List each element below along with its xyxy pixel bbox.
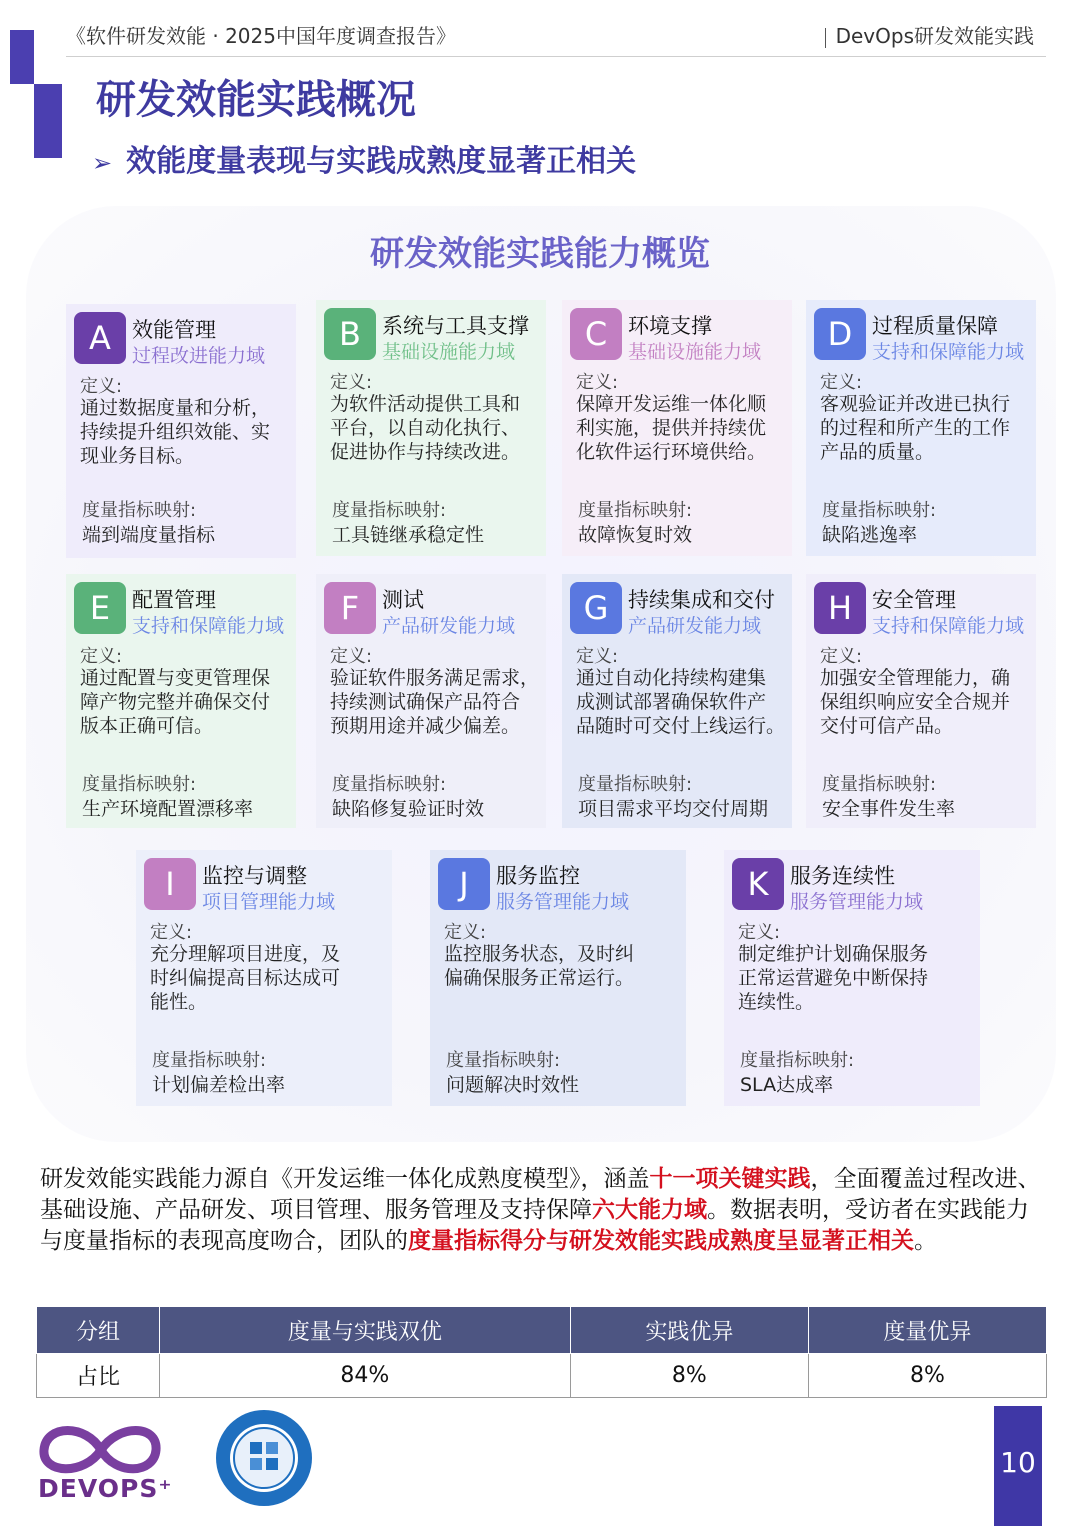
card-letter-badge: H — [814, 582, 866, 634]
card-letter-badge: K — [732, 858, 784, 910]
practice-card — [66, 304, 296, 558]
card-metric: 安全事件发生率 — [822, 798, 956, 820]
card-letter-badge: F — [324, 582, 376, 634]
card-definition: 为软件活动提供工具和 平台，以自动化执行、 促进协作与持续改进。 — [330, 393, 521, 463]
card-definition-label: 定义: — [576, 372, 619, 393]
card-definition-label: 定义: — [150, 922, 193, 943]
practice-card — [316, 574, 546, 828]
card-title: 监控与调整 — [202, 864, 307, 888]
card-letter-badge: I — [144, 858, 196, 910]
table-cell: 占比 — [37, 1354, 160, 1398]
practice-card — [562, 574, 792, 828]
table-cell: 8% — [808, 1354, 1046, 1398]
table-cell: 84% — [160, 1354, 571, 1398]
card-domain: 过程改进能力域 — [132, 345, 266, 367]
card-domain: 支持和保障能力域 — [872, 341, 1025, 363]
card-title: 服务连续性 — [790, 864, 895, 888]
card-metric-label: 度量指标映射: — [446, 1050, 561, 1071]
card-letter-badge: E — [74, 582, 126, 634]
card-metric: 缺陷逃逸率 — [822, 524, 918, 546]
card-definition: 充分理解项目进度，及 时纠偏提高目标达成可 能性。 — [150, 943, 341, 1013]
paragraph-text: 。 — [914, 1228, 937, 1254]
card-domain: 支持和保障能力域 — [132, 615, 285, 637]
card-definition-label: 定义: — [330, 646, 373, 667]
card-definition: 通过数据度量和分析， 持续提升组织效能、实 现业务目标。 — [80, 397, 271, 467]
card-letter-badge: G — [570, 582, 622, 634]
arrow-icon: ➢ — [92, 149, 113, 177]
card-domain: 产品研发能力域 — [382, 615, 516, 637]
card-definition-label: 定义: — [738, 922, 781, 943]
card-title: 过程质量保障 — [872, 314, 998, 338]
seal-logo — [214, 1408, 314, 1508]
card-definition-label: 定义: — [820, 646, 863, 667]
card-metric-label: 度量指标映射: — [578, 500, 693, 521]
page-title: 研发效能实践概况 — [96, 77, 416, 123]
card-domain: 服务管理能力域 — [790, 891, 924, 913]
practice-card — [806, 574, 1036, 828]
card-definition: 保障开发运维一体化顺 利实施，提供并持续优 化软件运行环境供给。 — [576, 393, 767, 463]
card-metric: 工具链继承稳定性 — [332, 524, 485, 546]
card-definition-label: 定义: — [80, 376, 123, 397]
highlight-text: 六大能力域 — [592, 1197, 707, 1223]
table-header-cell: 度量与实践双优 — [160, 1307, 571, 1354]
card-domain: 基础设施能力域 — [628, 341, 762, 363]
card-metric-label: 度量指标映射: — [822, 500, 937, 521]
card-definition: 客观验证并改进已执行 的过程和所产生的工作 产品的质量。 — [820, 393, 1011, 463]
card-metric: SLA达成率 — [740, 1074, 834, 1096]
card-definition-label: 定义: — [330, 372, 373, 393]
card-title: 配置管理 — [132, 588, 216, 612]
subtitle-text: 效能度量表现与实践成熟度显著正相关 — [126, 144, 637, 179]
table-header-cell: 分组 — [37, 1307, 160, 1354]
card-letter-badge: D — [814, 308, 866, 360]
table-cell: 8% — [570, 1354, 808, 1398]
card-letter-badge: B — [324, 308, 376, 360]
card-metric: 问题解决时效性 — [446, 1074, 580, 1096]
card-metric-label: 度量指标映射: — [332, 774, 447, 795]
card-domain: 项目管理能力域 — [202, 891, 336, 913]
card-definition-label: 定义: — [820, 372, 863, 393]
paragraph-text: ，全面覆盖过程改进、基础设施、产品研发、项目管理、服务管理及支持保障 — [40, 1166, 1041, 1223]
card-letter-badge: J — [438, 858, 490, 910]
card-metric: 项目需求平均交付周期 — [578, 798, 769, 820]
card-definition-label: 定义: — [576, 646, 619, 667]
card-metric-label: 度量指标映射: — [82, 500, 197, 521]
paragraph-text: 。数据表明，受访者在实践能力与度量指标的表现高度吻合，团队的 — [40, 1197, 1029, 1254]
card-title: 效能管理 — [132, 318, 216, 342]
table-row — [37, 1354, 1047, 1398]
header-divider — [66, 56, 1046, 57]
card-title: 持续集成和交付 — [628, 588, 775, 612]
card-metric-label: 度量指标映射: — [822, 774, 937, 795]
page-subtitle — [92, 136, 636, 180]
stats-table — [36, 1306, 1047, 1398]
header-separator — [825, 28, 826, 48]
summary-paragraph — [40, 1164, 1050, 1257]
card-domain: 支持和保障能力域 — [872, 615, 1025, 637]
card-definition: 通过配置与变更管理保 障产物完整并确保交付 版本正确可信。 — [80, 667, 271, 737]
card-definition: 验证软件服务满足需求， 持续测试确保产品符合 预期用途并减少偏差。 — [330, 667, 540, 737]
header-decoration — [34, 84, 62, 158]
card-title: 环境支撑 — [628, 314, 712, 338]
card-domain: 产品研发能力域 — [628, 615, 762, 637]
card-metric: 故障恢复时效 — [578, 524, 693, 546]
card-metric-label: 度量指标映射: — [82, 774, 197, 795]
card-domain: 基础设施能力域 — [382, 341, 516, 363]
table-header-cell: 实践优异 — [570, 1307, 808, 1354]
card-title: 系统与工具支撑 — [382, 314, 529, 338]
practice-card — [136, 850, 392, 1106]
practice-card — [66, 574, 296, 828]
panel-title: 研发效能实践能力概览 — [370, 234, 710, 274]
practice-card — [562, 300, 792, 556]
card-metric: 端到端度量指标 — [82, 524, 216, 546]
card-metric: 生产环境配置漂移率 — [82, 798, 254, 820]
section-label-text: DevOps研发效能实践 — [835, 24, 1034, 48]
highlight-text: 十一项关键实践 — [649, 1166, 811, 1192]
practice-card — [430, 850, 686, 1106]
card-definition: 通过自动化持续构建集 成测试部署确保软件产 品随时可交付上线运行。 — [576, 667, 786, 737]
devops-logo — [36, 1412, 173, 1512]
card-metric: 缺陷修复验证时效 — [332, 798, 485, 820]
card-definition-label: 定义: — [444, 922, 487, 943]
card-domain: 服务管理能力域 — [496, 891, 630, 913]
practice-card — [316, 300, 546, 556]
card-metric: 计划偏差检出率 — [152, 1074, 286, 1096]
card-definition: 监控服务状态，及时纠 偏确保服务正常运行。 — [444, 943, 635, 989]
devops-logo-text: DEVOPS⁺ — [38, 1474, 173, 1503]
card-letter-badge: A — [74, 312, 126, 364]
section-label — [825, 20, 1034, 49]
table-header-row — [37, 1307, 1047, 1354]
card-metric-label: 度量指标映射: — [152, 1050, 267, 1071]
card-definition-label: 定义: — [80, 646, 123, 667]
card-metric-label: 度量指标映射: — [740, 1050, 855, 1071]
card-title: 服务监控 — [496, 864, 580, 888]
card-title: 安全管理 — [872, 588, 956, 612]
paragraph-text: 研发效能实践能力源自《开发运维一体化成熟度模型》，涵盖 — [40, 1166, 650, 1192]
card-letter-badge: C — [570, 308, 622, 360]
highlight-text: 度量指标得分与研发效能实践成熟度呈显著正相关 — [408, 1228, 914, 1254]
page-number: 10 — [1000, 1446, 1036, 1479]
card-metric-label: 度量指标映射: — [578, 774, 693, 795]
card-metric-label: 度量指标映射: — [332, 500, 447, 521]
header-decoration — [10, 30, 34, 84]
report-title: 《软件研发效能 · 2025中国年度调查报告》 — [66, 24, 456, 48]
practice-card — [806, 300, 1036, 556]
practice-card — [724, 850, 980, 1106]
card-definition: 加强安全管理能力，确 保组织响应安全合规并 交付可信产品。 — [820, 667, 1011, 737]
seal-icon — [214, 1408, 314, 1508]
card-definition: 制定维护计划确保服务 正常运营避免中断保持 连续性。 — [738, 943, 929, 1013]
card-title: 测试 — [382, 588, 424, 612]
table-header-cell: 度量优异 — [808, 1307, 1046, 1354]
